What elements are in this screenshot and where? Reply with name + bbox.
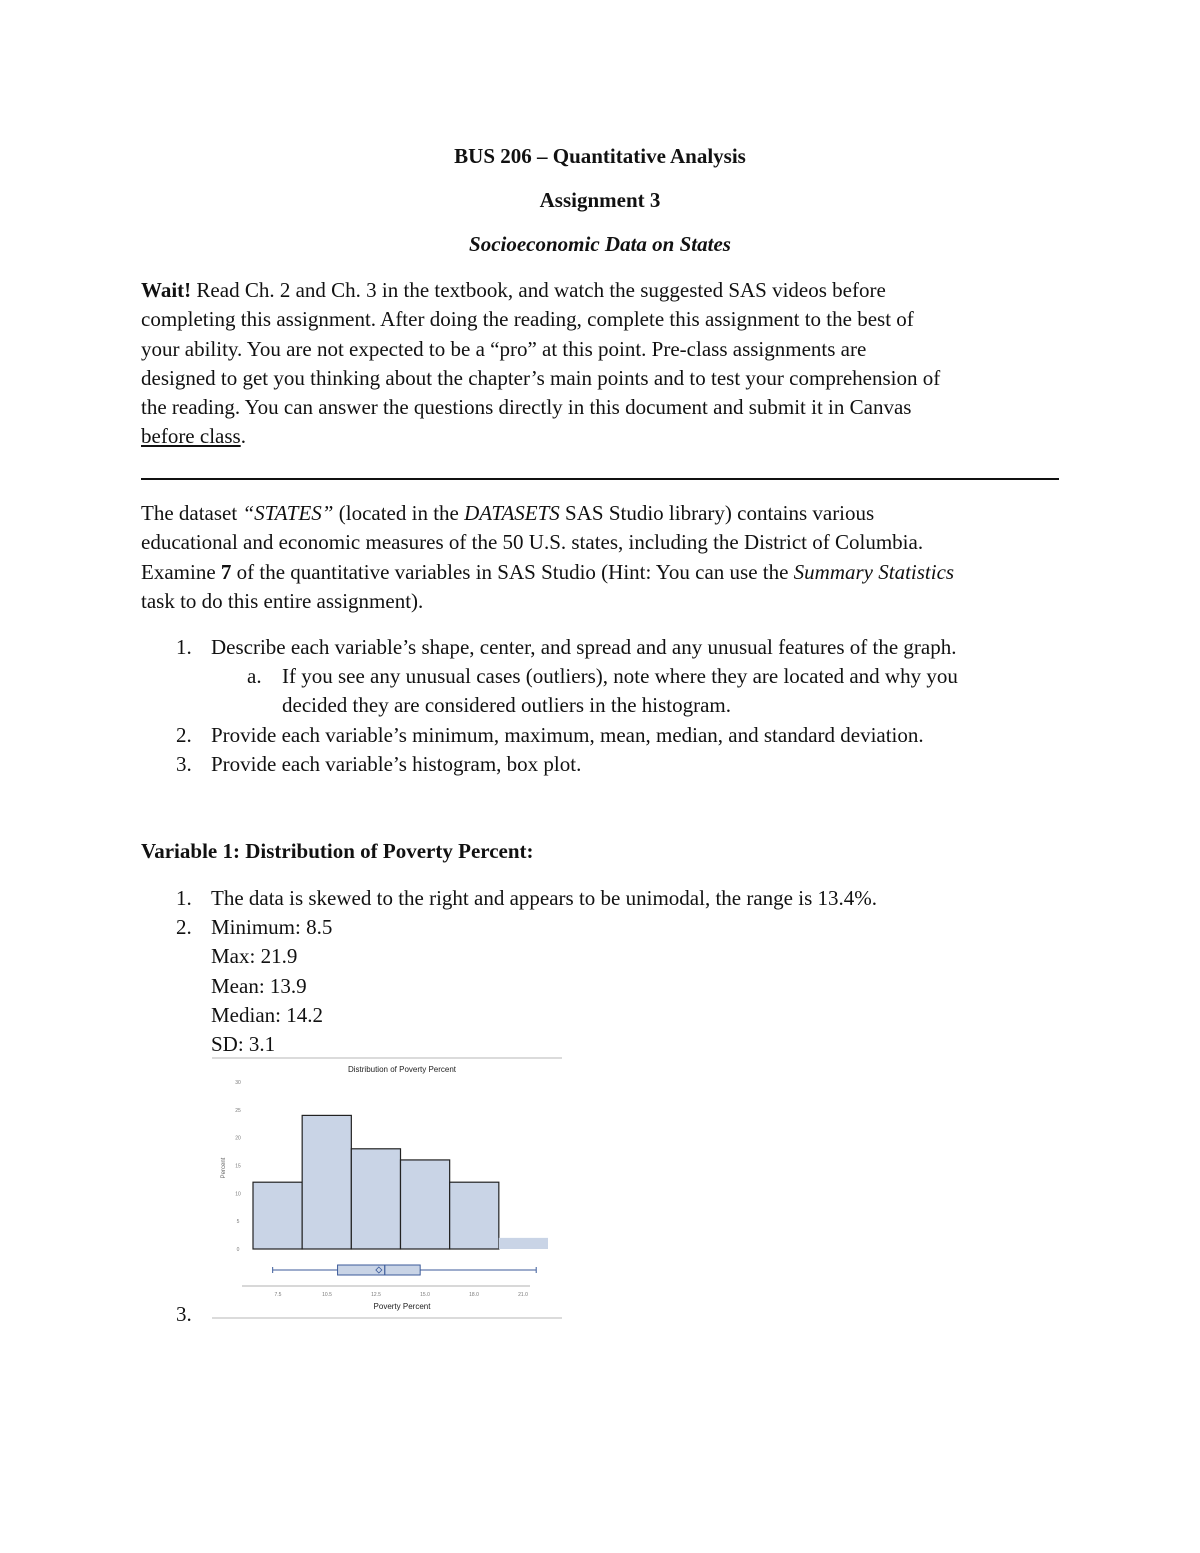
library-name: DATASETS bbox=[464, 501, 560, 525]
assignment-title: Assignment 3 bbox=[539, 188, 661, 212]
histogram-bars bbox=[253, 1115, 548, 1249]
intro-line-5: the reading. You can answer the questions directly in this document and submit it in Canvas bbox=[141, 395, 912, 420]
histogram-bar bbox=[401, 1160, 450, 1249]
x-tick-label: 21.0 bbox=[518, 1292, 528, 1298]
stat-sd: SD: 3.1 bbox=[211, 1032, 276, 1056]
histogram-bar bbox=[351, 1149, 400, 1249]
question-number: 1. bbox=[176, 635, 192, 659]
dataset-name: “STATES” bbox=[242, 501, 334, 525]
stat-maximum: Max: 21.9 bbox=[211, 944, 298, 968]
answer-text: The data is skewed to the right and appears to be unimodal, the range is 13.4%. bbox=[211, 886, 877, 910]
assignment-topic: Socioeconomic Data on States bbox=[469, 232, 731, 256]
dataset-paragraph bbox=[141, 499, 1061, 616]
histogram-bar bbox=[499, 1238, 548, 1249]
chart-ylabel: Percent bbox=[221, 1157, 227, 1179]
y-axis-ticks bbox=[235, 1080, 241, 1253]
histogram-bar bbox=[253, 1182, 302, 1249]
y-tick-label: 30 bbox=[235, 1080, 241, 1086]
intro-line-3: your ability. You are not expected to be a “pro” at this point. Pre-class assignments are bbox=[141, 336, 867, 361]
before-class-text: before class bbox=[141, 424, 241, 449]
dataset-line-3 bbox=[141, 558, 1061, 587]
subquestion-text: If you see any unusual cases (outliers), note where they are located and why you bbox=[282, 664, 958, 688]
x-tick-label: 10.5 bbox=[322, 1292, 332, 1298]
question-text: Describe each variable’s shape, center, and spread and any unusual features of the graph. bbox=[211, 635, 957, 659]
y-tick-label: 10 bbox=[235, 1191, 241, 1198]
task-name: Summary Statistics bbox=[793, 559, 955, 584]
question-text: Provide each variable’s histogram, box plot. bbox=[211, 752, 582, 776]
box-plot bbox=[273, 1265, 537, 1275]
subquestion-text: decided they are considered outliers in the histogram. bbox=[282, 693, 732, 717]
histogram-svg bbox=[212, 1056, 562, 1320]
y-tick-label: 5 bbox=[236, 1219, 240, 1226]
stat-median: Median: 14.2 bbox=[211, 1003, 323, 1027]
x-tick-label: 15.0 bbox=[420, 1292, 430, 1298]
answer-number: 1. bbox=[176, 886, 192, 910]
subquestion-letter: a. bbox=[247, 664, 262, 688]
variable-1-heading: Variable 1: Distribution of Poverty Percent: bbox=[141, 839, 534, 863]
y-tick-label: 20 bbox=[235, 1135, 241, 1142]
histogram-bar bbox=[450, 1182, 499, 1249]
intro-line-4: designed to get you thinking about the chapter’s main points and to test your comprehension of bbox=[141, 365, 941, 390]
variable-count: 7 bbox=[220, 559, 232, 584]
dataset-text: Examine bbox=[141, 559, 221, 584]
stat-minimum: Minimum: 8.5 bbox=[211, 915, 333, 939]
x-axis-ticks bbox=[242, 1286, 530, 1298]
dataset-line-2: educational and economic measures of the 50 U.S. states, including the District of Columbia. bbox=[141, 530, 924, 555]
wait-label: Wait! bbox=[141, 278, 192, 302]
x-tick-label: 7.5 bbox=[274, 1292, 282, 1298]
answer-number: 2. bbox=[176, 915, 192, 939]
question-text: Provide each variable’s minimum, maximum, mean, median, and standard deviation. bbox=[211, 723, 924, 747]
dataset-text: SAS Studio library) contains various bbox=[559, 501, 875, 525]
course-title: BUS 206 – Quantitative Analysis bbox=[454, 144, 746, 168]
chart-title: Distribution of Poverty Percent bbox=[347, 1065, 457, 1074]
dataset-text: of the quantitative variables in SAS Studio (Hint: You can use the bbox=[231, 559, 794, 584]
stat-mean: Mean: 13.9 bbox=[211, 974, 307, 998]
chart-xlabel: Poverty Percent bbox=[373, 1302, 431, 1311]
intro-line-6 bbox=[141, 422, 1061, 451]
dataset-line-1 bbox=[141, 499, 1061, 528]
dataset-text: The dataset bbox=[141, 501, 243, 525]
dataset-text: (located in the bbox=[333, 501, 465, 525]
question-number: 3. bbox=[176, 752, 192, 776]
histogram-chart bbox=[212, 1056, 562, 1320]
intro-period: . bbox=[240, 424, 246, 449]
intro-paragraph bbox=[141, 276, 1061, 452]
question-number: 2. bbox=[176, 723, 192, 747]
answer-number: 3. bbox=[176, 1302, 192, 1326]
y-tick-label: 0 bbox=[236, 1247, 240, 1253]
histogram-bar bbox=[302, 1115, 351, 1249]
intro-line-1 bbox=[141, 276, 1061, 305]
x-tick-label: 18.0 bbox=[469, 1292, 479, 1298]
intro-line-2: completing this assignment. After doing the reading, complete this assignment to the best of bbox=[141, 307, 914, 332]
intro-line-1-text: Read Ch. 2 and Ch. 3 in the textbook, and watch the suggested SAS videos before bbox=[191, 278, 886, 302]
dataset-line-4: task to do this entire assignment). bbox=[141, 588, 424, 613]
y-tick-label: 25 bbox=[235, 1107, 241, 1114]
horizontal-divider bbox=[141, 478, 1059, 480]
x-tick-label: 12.5 bbox=[371, 1292, 381, 1298]
y-tick-label: 15 bbox=[235, 1163, 241, 1170]
